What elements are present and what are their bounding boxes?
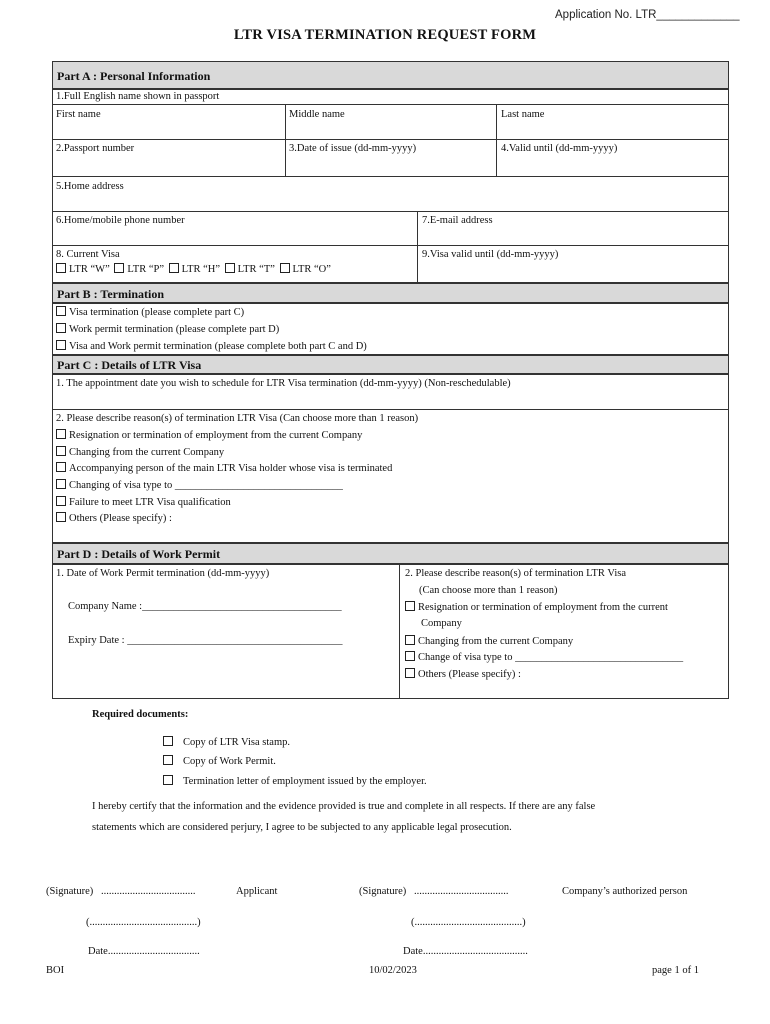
wp-reason-change-visa-type[interactable] — [405, 651, 683, 663]
expiry-date-field[interactable]: Expiry Date : _________________________________________ — [68, 635, 343, 646]
reason-resignation[interactable] — [56, 429, 362, 441]
reason-failure-qualification[interactable] — [56, 496, 231, 508]
certification-text-line2: statements which are considered perjury, I agree to be subjected to any applicable legal prosecution. — [92, 822, 512, 833]
form-title: LTR VISA TERMINATION REQUEST FORM — [233, 27, 537, 43]
option-label: Changing of visa type to ________________________________ — [69, 480, 343, 491]
part-b-header: Part B : Termination — [52, 283, 729, 303]
visa-w-label: LTR “W” — [69, 264, 110, 275]
visa-h-label: LTR “H” — [181, 264, 221, 275]
work-permit-termination-date-field[interactable]: 1. Date of Work Permit termination (dd-mm-yyyy) — [56, 568, 270, 579]
applicant-signature-line[interactable]: .................................... — [101, 886, 196, 897]
visa-h-checkbox[interactable] — [169, 263, 179, 273]
current-visa-label: 8. Current Visa — [56, 249, 120, 260]
wp-reason-sublabel: (Can choose more than 1 reason) — [419, 585, 558, 596]
company-name-field[interactable]: Company Name :______________________________________ — [68, 601, 342, 612]
checkbox[interactable] — [405, 635, 415, 645]
visa-o-checkbox[interactable] — [280, 263, 290, 273]
part-c-header: Part C : Details of LTR Visa — [52, 355, 729, 374]
doc-work-permit[interactable] — [163, 755, 276, 767]
footer-left: BOI — [46, 965, 65, 976]
checkbox[interactable] — [56, 446, 66, 456]
wp-reason-label: 2. Please describe reason(s) of termination LTR Visa — [405, 568, 626, 579]
visa-t-checkbox[interactable] — [225, 263, 235, 273]
company-signature-label: (Signature) — [359, 886, 407, 897]
full-name-label: 1.Full English name shown in passport — [56, 91, 220, 102]
option-label: Others (Please specify) : — [418, 669, 521, 680]
checkbox[interactable] — [405, 651, 415, 661]
option-label: Failure to meet LTR Visa qualification — [69, 497, 231, 508]
company-date-field[interactable]: Date........................................ — [403, 946, 528, 957]
visa-valid-until-field[interactable]: 9.Visa valid until (dd-mm-yyyy) — [422, 249, 559, 260]
date-of-issue-field[interactable]: 3.Date of issue (dd-mm-yyyy) — [289, 143, 417, 154]
part-a-box — [52, 89, 729, 283]
checkbox[interactable] — [405, 601, 415, 611]
checkbox[interactable] — [56, 323, 66, 333]
option-label: Visa and Work permit termination (please complete both part C and D) — [69, 341, 367, 352]
appointment-date-field[interactable]: 1. The appointment date you wish to schedule for LTR Visa termination (dd-mm-yyyy) (Non-reschedulable) — [56, 378, 511, 389]
visa-w-checkbox[interactable] — [56, 263, 66, 273]
work-permit-termination-option[interactable] — [56, 323, 279, 335]
checkbox[interactable] — [405, 668, 415, 678]
part-a-header: Part A : Personal Information — [52, 61, 729, 89]
option-label: Others (Please specify) : — [69, 513, 172, 524]
applicant-date-field[interactable]: Date................................... — [88, 946, 200, 957]
visa-t-label: LTR “T” — [237, 264, 275, 275]
visa-p-checkbox[interactable] — [114, 263, 124, 273]
doc-visa-stamp[interactable] — [163, 736, 290, 748]
company-authorized-label: Company’s authorized person — [562, 886, 688, 897]
doc-termination-letter[interactable] — [163, 775, 427, 787]
doc-label: Copy of Work Permit. — [183, 756, 276, 767]
checkbox[interactable] — [163, 736, 173, 746]
option-label: Visa termination (please complete part C) — [69, 307, 245, 318]
middle-name-field[interactable]: Middle name — [289, 109, 345, 120]
option-label: Changing from the current Company — [418, 636, 574, 647]
option-label: Changing from the current Company — [69, 447, 225, 458]
option-label: Change of visa type to ________________________________ — [418, 652, 684, 663]
first-name-field[interactable]: First name — [56, 109, 101, 120]
checkbox[interactable] — [56, 512, 66, 522]
part-d-box — [52, 564, 729, 699]
visa-p-label: LTR “P” — [127, 264, 165, 275]
option-label: Resignation or termination of employment from the current — [418, 602, 668, 613]
option-label: Accompanying person of the main LTR Visa holder whose visa is terminated — [69, 463, 393, 474]
checkbox[interactable] — [56, 340, 66, 350]
wp-reason-others[interactable] — [405, 668, 521, 680]
doc-label: Copy of LTR Visa stamp. — [183, 737, 290, 748]
visa-and-work-permit-option[interactable] — [56, 340, 367, 352]
option-label: Work permit termination (please complete part D) — [69, 324, 280, 335]
option-label: Resignation or termination of employment from the current Company — [69, 430, 363, 441]
certification-text-line1: I hereby certify that the information and the evidence provided is true and complete in all respects. If there are any false — [92, 801, 596, 812]
phone-field[interactable]: 6.Home/mobile phone number — [56, 215, 185, 226]
required-documents-title: Required documents: — [92, 709, 189, 720]
home-address-field[interactable]: 5.Home address — [56, 181, 124, 192]
application-number: Application No. LTR_____________ — [555, 9, 740, 21]
visa-termination-option[interactable] — [56, 306, 244, 318]
checkbox[interactable] — [163, 775, 173, 785]
company-person-name-field[interactable]: (.........................................) — [411, 917, 526, 928]
applicant-label: Applicant — [236, 886, 278, 897]
part-d-header: Part D : Details of Work Permit — [52, 543, 729, 564]
company-signature-line[interactable]: .................................... — [414, 886, 509, 897]
wp-reason-resignation[interactable] — [405, 601, 668, 613]
valid-until-field[interactable]: 4.Valid until (dd-mm-yyyy) — [501, 143, 618, 154]
checkbox[interactable] — [56, 479, 66, 489]
applicant-signature-label: (Signature) — [46, 886, 94, 897]
footer-page: page 1 of 1 — [652, 965, 699, 976]
termination-reason-label: 2. Please describe reason(s) of termination LTR Visa (Can choose more than 1 reason) — [56, 413, 419, 424]
wp-reason-changing-company[interactable] — [405, 635, 573, 647]
footer-date: 10/02/2023 — [369, 965, 417, 976]
last-name-field[interactable]: Last name — [501, 109, 545, 120]
visa-o-label: LTR “O” — [292, 264, 331, 275]
email-field[interactable]: 7.E-mail address — [422, 215, 493, 226]
doc-label: Termination letter of employment issued by the employer. — [183, 776, 427, 787]
checkbox[interactable] — [56, 462, 66, 472]
checkbox[interactable] — [56, 496, 66, 506]
reason-others[interactable] — [56, 512, 172, 524]
reason-changing-company[interactable] — [56, 446, 224, 458]
reason-accompanying-person[interactable] — [56, 462, 392, 474]
current-visa-options — [56, 263, 331, 275]
checkbox[interactable] — [163, 755, 173, 765]
applicant-name-field[interactable]: (.........................................) — [86, 917, 201, 928]
wp-reason-resignation-cont: Company — [421, 618, 462, 629]
checkbox[interactable] — [56, 306, 66, 316]
reason-change-visa-type[interactable] — [56, 479, 343, 491]
checkbox[interactable] — [56, 429, 66, 439]
passport-number-field[interactable]: 2.Passport number — [56, 143, 135, 154]
